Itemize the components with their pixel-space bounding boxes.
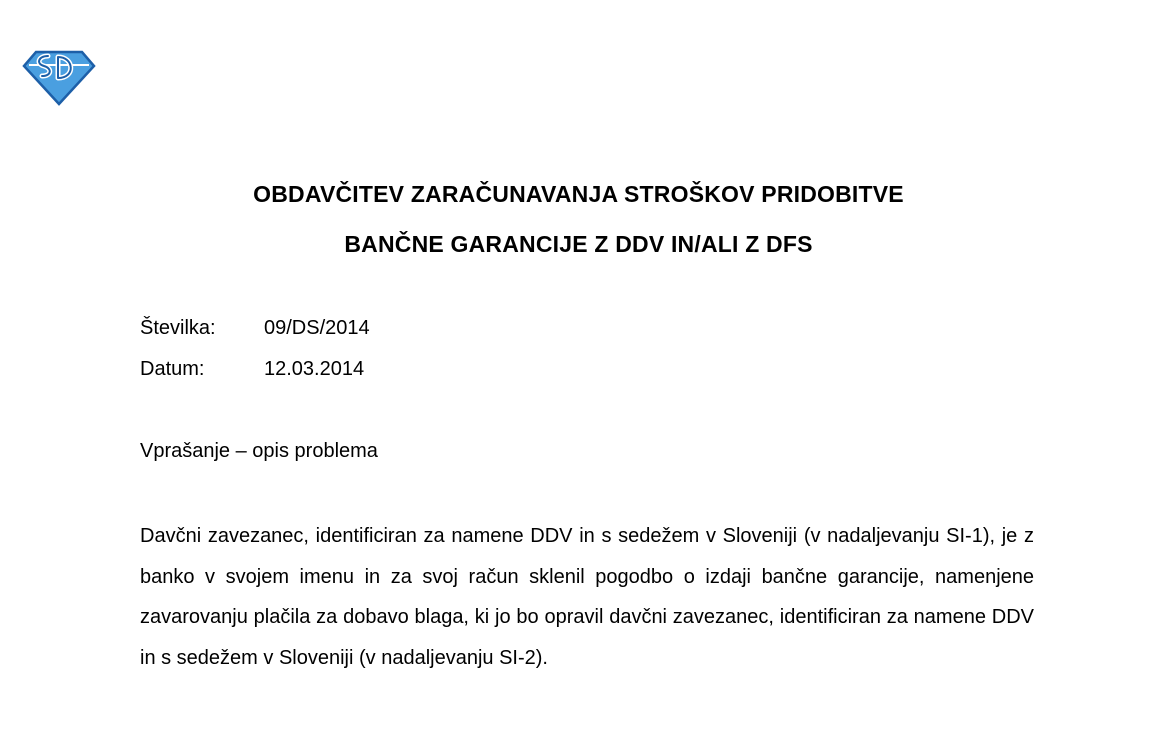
document-number-row xyxy=(140,317,370,340)
body-paragraph: Davčni zavezanec, identificiran za namene DDV in s sedežem v Sloveniji (v nadaljevanju SI-1), je z banko v svojem imenu in za svoj račun sklenil pogodbo o izdaji bančne garancije, namenjene zavarovanju plačila za dobavo blaga, ki jo bo opravil davčni zavezanec, identificiran za namene DDV in s sedežem v Sloveniji (v nadaljevanju SI-2). xyxy=(140,525,1034,669)
section-heading: Vprašanje – opis problema xyxy=(140,440,378,462)
sd-diamond-logo-icon xyxy=(22,48,96,106)
document-date-label: Datum: xyxy=(140,358,205,380)
document-title-line-2: BANČNE GARANCIJE Z DDV IN/ALI Z DFS xyxy=(344,231,813,257)
document-date-value: 12.03.2014 xyxy=(264,358,365,380)
document-date-row xyxy=(140,358,364,381)
company-logo xyxy=(22,48,96,106)
document-number-label: Številka: xyxy=(140,317,216,339)
document-number-value: 09/DS/2014 xyxy=(264,317,370,339)
document-title-line-1: OBDAVČITEV ZARAČUNAVANJA STROŠKOV PRIDOBITVE xyxy=(253,181,904,207)
